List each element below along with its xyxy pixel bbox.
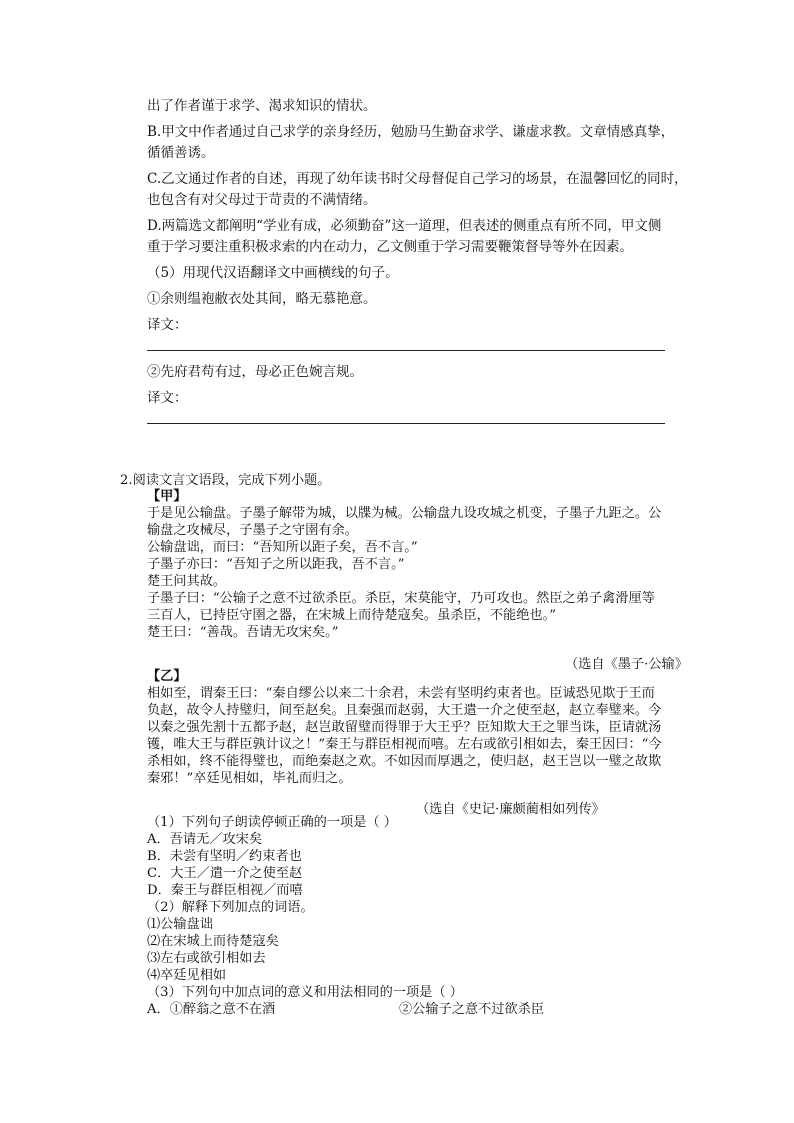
translation-label-1: 译文： [147,317,188,333]
yi-line-2: 负赵，故令人持璧归，间至赵矣。且秦强而赵弱，大王遣一介之使至赵，赵立奉璧来。今 [147,703,662,718]
jia-tag: 【甲】 [147,489,187,504]
jia-line-1: 于是见公输盘。子墨子解带为城，以牒为械。公输盘九设攻城之机变，子墨子九距之。公 [147,506,662,521]
yi-line-5: 杀相如，终不能得璧也，而绝秦赵之欢。不如因而厚遇之，使归赵，赵王岂以一璧之故欺 [147,754,662,769]
q2-stem: （2）解释下列加点的词语。 [147,900,314,915]
q1-option-b: B．未尝有坚明／约束者也 [147,849,302,864]
q1-option-a: A．吾请无／攻宋矣 [147,832,263,847]
option-c-line1: C.乙文通过作者的自述，再现了幼年读书时父母督促自己学习的场景，在温馨回忆的同时， [147,171,688,187]
answer-line-1[interactable] [147,350,665,351]
q3-stem: （3）下列句中加点词的意义和用法相同的一项是（ ） [147,985,463,1000]
yi-tag: 【乙】 [147,669,187,684]
question-5-sentence-2: ②先府君苟有过，母必正色婉言规。 [147,364,363,380]
yi-line-4: 镬，唯大王与群臣孰计议之！”秦王与群臣相视而嘻。左右或欲引相如去，秦王因曰：“今 [147,737,662,752]
jia-line-3: 公输盘诎，而曰：“吾知所以距子矣，吾不言。” [147,540,418,555]
option-b-line1: B.甲文中作者通过自己求学的亲身经历，勉励马生勤奋求学、谦虚求教。文章情感真挚， [147,124,675,140]
answer-line-2[interactable] [147,423,665,424]
yi-source: （选自《史记·廉颇蔺相如列传》 [416,802,605,817]
option-a-continuation: 出了作者谨于求学、渴求知识的情状。 [147,98,377,114]
translation-label-2: 译文： [147,390,188,406]
jia-line-2: 输盘之攻械尽，子墨子之守圉有余。 [147,523,358,538]
jia-line-8: 楚王曰：“善哉。吾请无攻宋矣。” [147,625,339,640]
option-d-line2: 重于学习要注重积极求索的内在动力，乙文侧重于学习需要鞭策督导等外在因素。 [147,239,633,255]
yi-line-6: 秦邪！”卒廷见相如，毕礼而归之。 [147,771,352,786]
q1-stem: （1）下列句子朗读停顿正确的一项是（ ） [147,815,397,830]
question-5: （5）用现代汉语翻译文中画横线的句子。 [147,265,399,281]
jia-line-5: 楚王问其故。 [147,574,227,589]
yi-line-1: 相如至，谓秦王曰：“秦自缪公以来二十余君，未尝有坚明约束者也。臣诚恐见欺于王而 [147,686,655,701]
q1-option-c: C．大王／遣一介之使至赵 [147,866,303,881]
jia-line-4: 子墨子亦曰：“吾知子之所以距我，吾不言。” [147,557,405,572]
option-b-line2: 循循善诱。 [147,145,215,161]
option-c-line2: 也包含有对父母过于苛责的不满情绪。 [147,192,377,208]
q3-option-a-2: ②公输子之意不过欲杀臣 [399,1002,545,1017]
q2-item-1: ⑴公输盘诎 [147,917,213,932]
jia-line-6: 子墨子曰：“公输子之意不过欲杀臣。杀臣，宋莫能守，乃可攻也。然臣之弟子禽滑厘等 [147,591,655,606]
jia-source: （选自《墨子·公输》 [565,657,688,672]
yi-line-3: 以秦之强先割十五都予赵，赵岂敢留璧而得罪于大王乎？臣知欺大王之罪当诛，臣请就汤 [147,720,662,735]
question-2-title: 2.阅读文言文语段，完成下列小题。 [120,473,331,488]
option-d-line1: D.两篇选文都阐明“学业有成，必须勤奋”这一道理，但表述的侧重点有所不同，甲文侧 [147,218,662,234]
q3-option-a-1: A．①醉翁之意不在酒 [147,1002,276,1017]
q2-item-4: ⑷卒廷见相如 [147,968,227,983]
question-5-sentence-1: ①余则缊袍敝衣处其间，略无慕艳意。 [147,291,377,307]
q2-item-3: ⑶左右或欲引相如去 [147,951,266,966]
q2-item-2: ⑵在宋城上而待楚寇矣 [147,934,279,949]
jia-line-7: 三百人，已持臣守圉之器，在宋城上而待楚寇矣。虽杀臣，不能绝也。” [147,608,556,623]
q1-option-d: D．秦王与群臣相视／而嘻 [147,883,303,898]
